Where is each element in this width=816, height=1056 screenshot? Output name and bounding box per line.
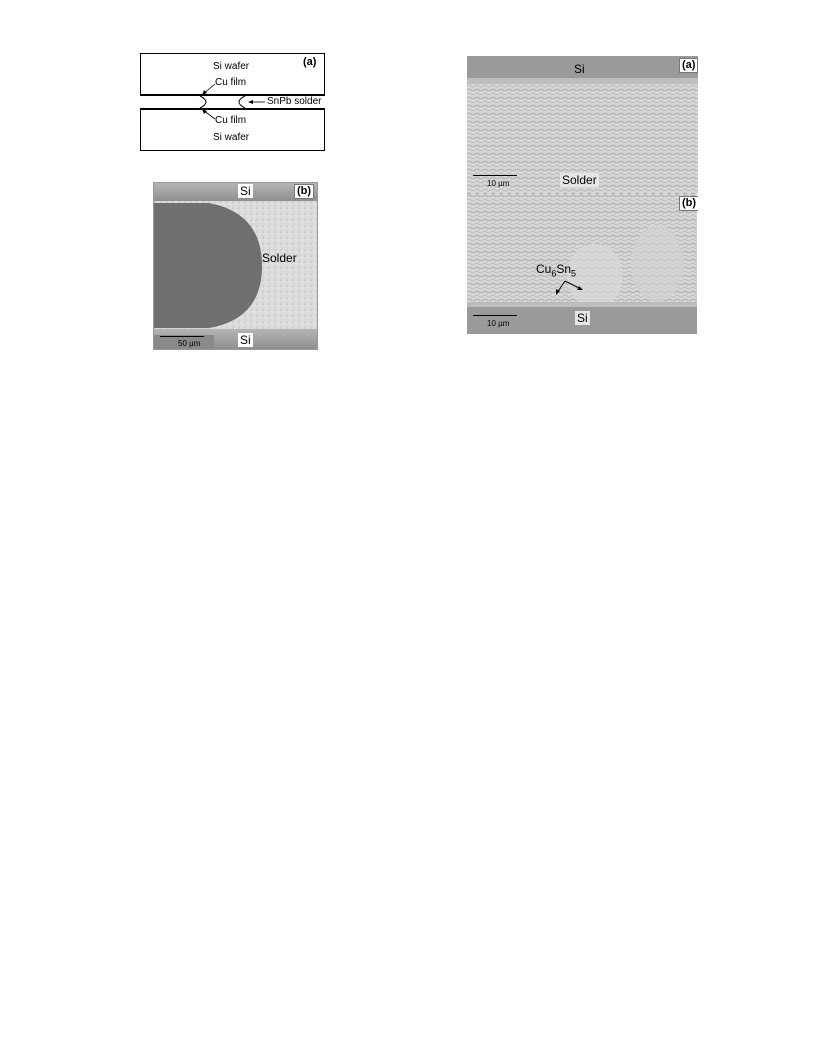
micrograph-left: [153, 182, 318, 350]
snpb-solder-label: SnPb solder: [267, 96, 322, 107]
top-wafer-label: Si wafer: [213, 61, 250, 72]
imc-arrow: [550, 279, 590, 299]
schematic-figure: [140, 53, 325, 151]
scale-bar: [473, 315, 517, 316]
bottom-cu-film-label: Cu film: [215, 115, 247, 126]
scale-bar-label: 10 µm: [487, 319, 510, 328]
imc-sn-text: Sn: [556, 262, 572, 276]
imc-subscript-6: 6: [551, 268, 557, 279]
scale-bar: [473, 175, 517, 176]
solder-label: Solder: [562, 173, 597, 187]
scale-bar-label: 10 µm: [487, 179, 510, 188]
imc-subscript-5: 5: [571, 268, 577, 279]
imc-label: [536, 262, 576, 280]
top-si-label: Si: [574, 62, 585, 76]
top-si-label: Si: [240, 184, 251, 198]
panel-tag: (b): [294, 184, 314, 199]
bottom-wafer-label: Si wafer: [213, 132, 250, 143]
bottom-si-label: Si: [240, 333, 251, 347]
panel-tag: (a): [679, 58, 698, 73]
micrograph-right-bottom: [467, 194, 698, 334]
panel-tag: (b): [679, 196, 698, 211]
panel-tag: (a): [303, 56, 317, 68]
scale-bar: [160, 336, 204, 337]
micrograph-right-top: [467, 56, 698, 194]
solder-label: Solder: [262, 251, 297, 265]
imc-cu-text: Cu: [536, 262, 552, 276]
micrograph-left-image: [154, 183, 317, 349]
top-cu-film-label: Cu film: [215, 77, 247, 88]
scale-bar-label: 50 µm: [178, 339, 201, 348]
bottom-si-label: Si: [577, 311, 588, 325]
